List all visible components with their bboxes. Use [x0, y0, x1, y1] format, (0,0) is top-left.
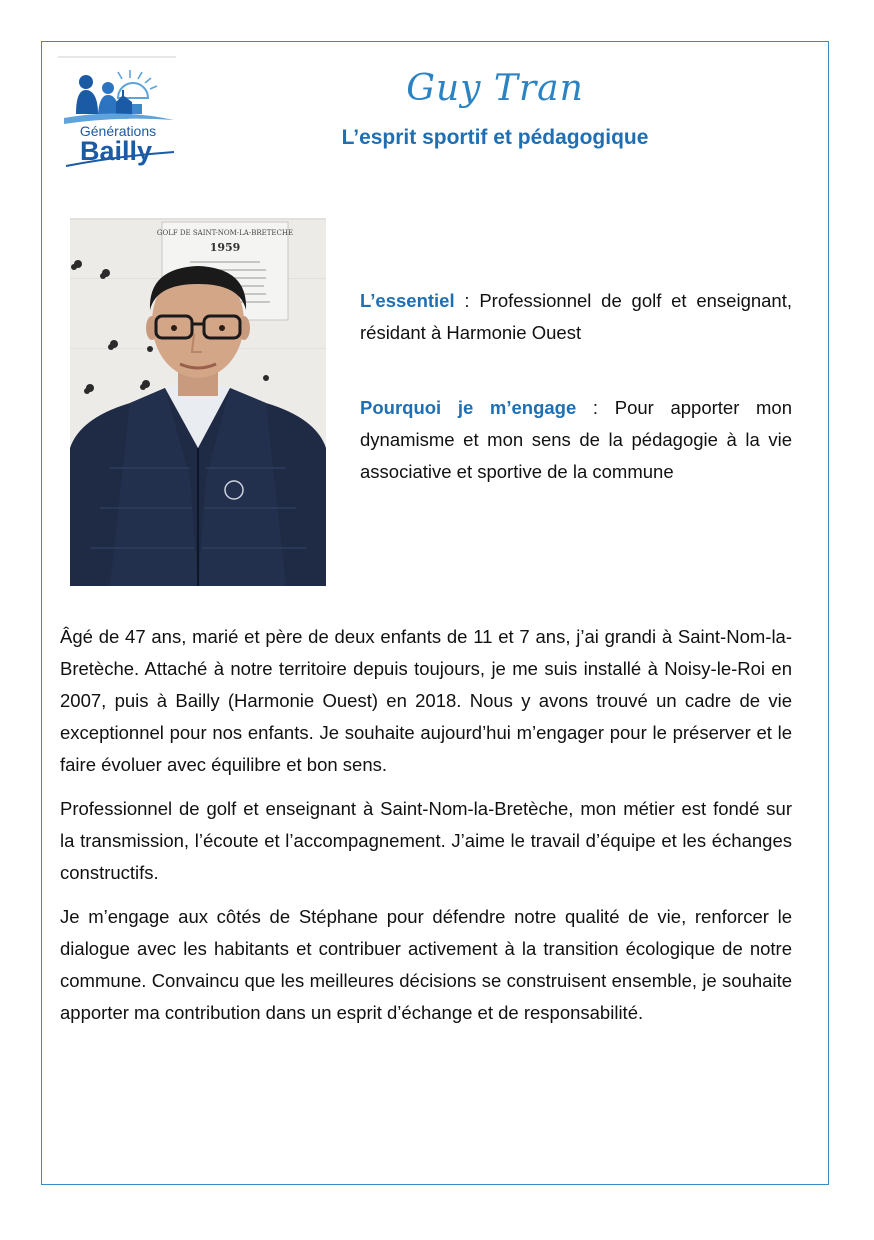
essentiel-label: L’essentiel — [360, 290, 455, 311]
biography-paragraph: Je m’engage aux côtés de Stéphane pour défendre notre qualité de vie, renforcer le dialogue avec les habitants et contribuer activement à la transition écologique de notre commune. Convaincu que les meilleures décisions se construisent ensemble, je souhaite apporter ma contribution dans un esprit d’échange et de responsabilité. — [60, 906, 792, 1023]
plaque-year: 1959 — [209, 241, 241, 254]
candidate-subtitle: L’esprit sportif et pédagogique — [341, 126, 649, 149]
candidate-name: Guy Tran — [406, 68, 584, 109]
logo-word-top: Générations — [79, 123, 157, 139]
intro-block — [360, 285, 792, 488]
biography-paragraph: Âgé de 47 ans, marié et père de deux enfants de 11 et 7 ans, j’ai grandi à Saint-Nom-la-Bretèche. Attaché à notre territoire depuis toujours, je me suis installé à Noisy-le-Roi en 2007, puis à Bailly (Harmonie Ouest) en 2018. Nous y avons trouvé un cadre de vie exceptionnel pour nos enfants. Je souhaite aujourd’hui m’engager pour le préserver et le faire évoluer avec équilibre et bon sens. — [60, 626, 792, 775]
engage-paragraph — [360, 392, 792, 488]
candidate-portrait — [70, 218, 326, 586]
logo-word-main: Bailly — [79, 136, 153, 166]
biography — [60, 621, 792, 1041]
engage-label: Pourquoi je m’engage — [360, 397, 577, 418]
engage-text: Pour apporter mon dynamisme et mon sens de la pédagogie à la vie associative et sportive de la commune — [360, 397, 793, 482]
engage-separator: : — [576, 397, 615, 418]
generations-bailly-logo — [58, 56, 178, 174]
essentiel-paragraph — [360, 285, 792, 349]
essentiel-text: Professionnel de golf et enseignant, résidant à Harmonie Ouest — [360, 290, 793, 343]
biography-paragraph: Professionnel de golf et enseignant à Saint-Nom-la-Bretèche, mon métier est fondé sur la transmission, l’écoute et l’accompagnement. J’aime le travail d’équipe et les échanges constructifs. — [60, 798, 792, 883]
essentiel-separator: : — [454, 290, 480, 311]
plaque-title: GOLF DE SAINT-NOM-LA-BRETECHE — [156, 229, 294, 237]
